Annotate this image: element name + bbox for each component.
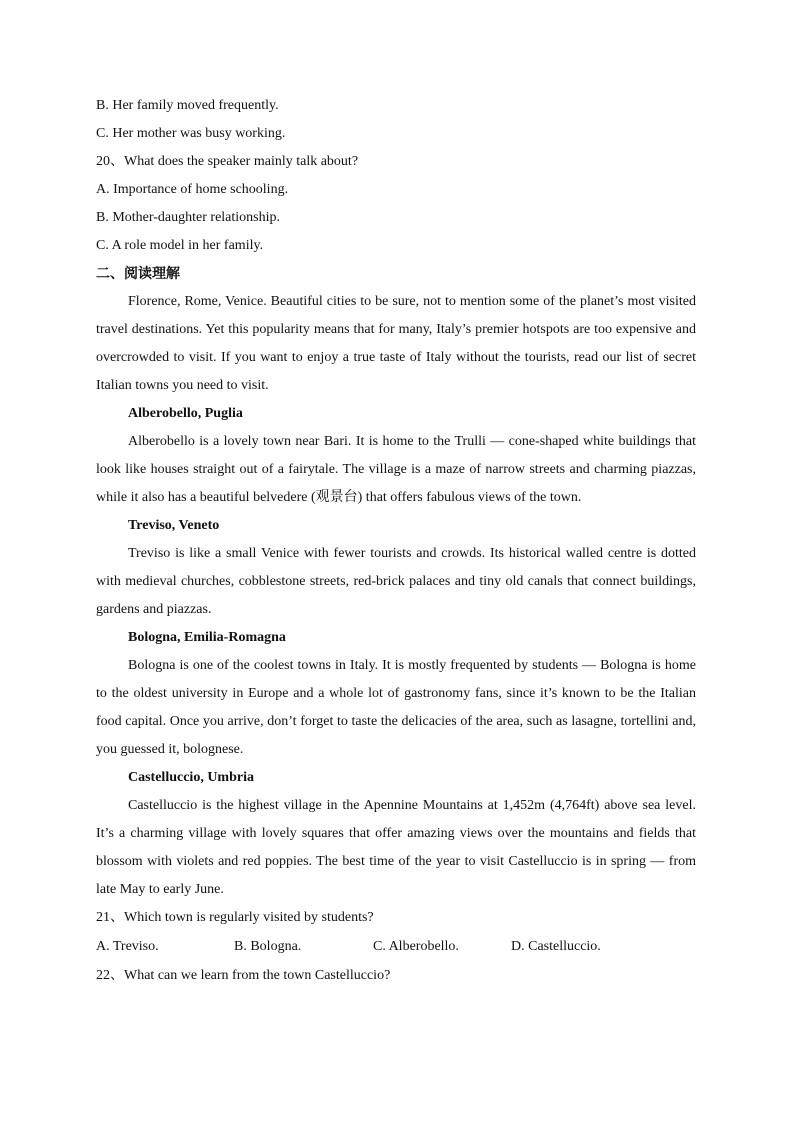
q20-option-b: B. Mother-daughter relationship. bbox=[96, 210, 281, 225]
town-heading-bologna: Bologna, Emilia-Romagna bbox=[128, 630, 286, 645]
town-heading-alberobello: Alberobello, Puglia bbox=[128, 406, 243, 421]
document-page bbox=[96, 92, 696, 990]
q21-option-d: D. Castelluccio. bbox=[511, 939, 601, 954]
q20-option-a: A. Importance of home schooling. bbox=[96, 182, 289, 197]
q19-option-b: B. Her family moved frequently. bbox=[96, 98, 279, 113]
town-text-castelluccio: Castelluccio is the highest village in the Apennine Mountains at 1,452m (4,764ft) above sea level. It’s a charming village with lovely squares that offer amazing views over the mountains and fields that blossom with violets and red poppies. The best time of the year to visit Castelluccio is in spring — from late May to early June. bbox=[96, 798, 696, 897]
q19-option-c: C. Her mother was busy working. bbox=[96, 126, 286, 141]
q22-question: 22、What can we learn from the town Castelluccio? bbox=[96, 968, 391, 983]
town-text-bologna: Bologna is one of the coolest towns in Italy. It is mostly frequented by students — Bologna is home to the oldest university in Europe and a whole lot of gastronomy fans, since it’s known to be the Italian food capital. Once you arrive, don’t forget to taste the delicacies of the area, such as lasagne, tortellini and, you guessed it, bolognese. bbox=[96, 658, 696, 757]
q21-option-c: C. Alberobello. bbox=[373, 939, 459, 954]
town-heading-treviso: Treviso, Veneto bbox=[128, 518, 220, 533]
town-text-treviso: Treviso is like a small Venice with fewer tourists and crowds. Its historical walled centre is dotted with medieval churches, cobblestone streets, red-brick palaces and tiny old canals that connect buildings, gardens and piazzas. bbox=[96, 546, 696, 617]
town-heading-castelluccio: Castelluccio, Umbria bbox=[128, 770, 254, 785]
q20-question: 20、What does the speaker mainly talk about? bbox=[96, 154, 359, 169]
q21-option-b: B. Bologna. bbox=[234, 939, 302, 954]
section-heading-reading: 二、阅读理解 bbox=[96, 266, 180, 282]
q21-question: 21、Which town is regularly visited by students? bbox=[96, 910, 374, 925]
q21-option-a: A. Treviso. bbox=[96, 939, 159, 954]
q21-options bbox=[96, 932, 696, 962]
intro-paragraph: Florence, Rome, Venice. Beautiful cities to be sure, not to mention some of the planet’s most visited travel destinations. Yet this popularity means that for many, Italy’s premier hotspots are too expensive and overcrowded to visit. If you want to enjoy a true taste of Italy without the tourists, read our list of secret Italian towns you need to visit. bbox=[96, 294, 696, 393]
town-text-alberobello: Alberobello is a lovely town near Bari. It is home to the Trulli — cone-shaped white buildings that look like houses straight out of a fairytale. The village is a maze of narrow streets and charming piazzas, while it also has a beautiful belvedere (观景台) that offers fabulous views of the town. bbox=[96, 434, 696, 505]
q20-option-c: C. A role model in her family. bbox=[96, 238, 264, 253]
